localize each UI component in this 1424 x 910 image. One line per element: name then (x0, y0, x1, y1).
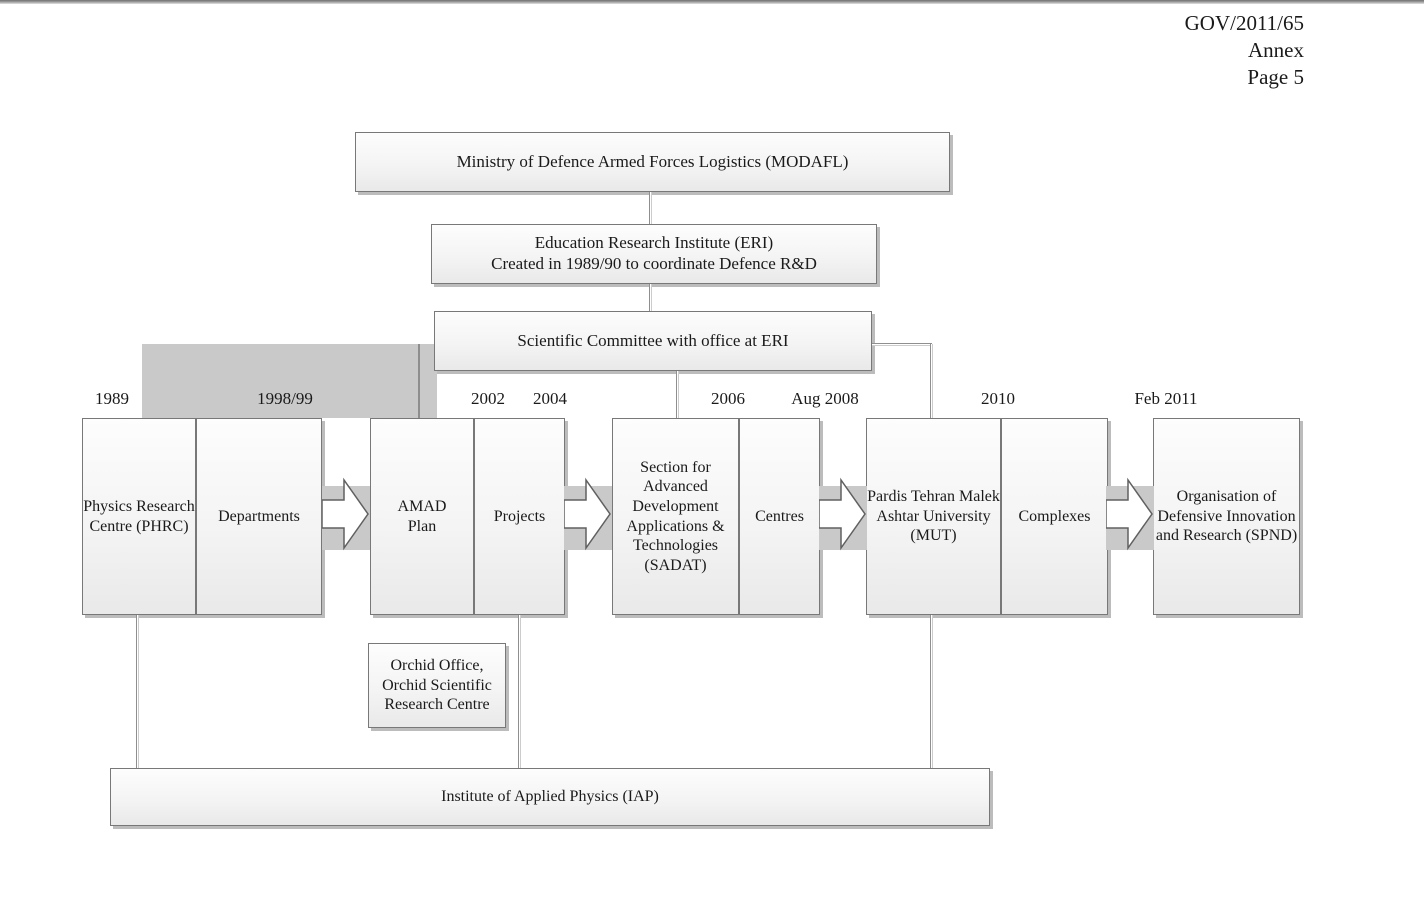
eri-label-line2: Created in 1989/90 to coordinate Defence R&D (491, 254, 817, 273)
complexes-label: Complexes (1018, 507, 1091, 525)
entity-box-centres (739, 418, 820, 615)
flow-arrow-icon (564, 474, 612, 556)
entity-box-projects (474, 418, 565, 615)
entity-box-sadat (612, 418, 739, 615)
flow-arrow-icon (819, 474, 867, 556)
year-label-2004: 2004 (533, 389, 567, 408)
entity-box-phrc (82, 418, 196, 615)
entity-box-mut (866, 418, 1001, 615)
entity-box-spnd (1153, 418, 1300, 615)
year-label-feb-2011: Feb 2011 (1134, 389, 1198, 408)
phrc-label: Physics Research Centre (PHRC) (83, 497, 195, 535)
amad-plan-label: AMAD Plan (397, 497, 447, 535)
highlight-divider-line (418, 344, 420, 418)
entity-box-amad-plan (370, 418, 474, 615)
year-label-2010: 2010 (981, 389, 1015, 408)
connector-eri-committee (649, 284, 652, 311)
mut-label: Pardis Tehran Malek Ashtar University (MUT) (867, 488, 1000, 545)
entity-box-complexes (1001, 418, 1108, 615)
flow-arrow-icon (322, 474, 370, 556)
doc-reference: GOV/2011/65 (1184, 11, 1304, 35)
doc-page-number: Page 5 (1247, 65, 1304, 89)
scientific-committee-label: Scientific Committee with office at ERI (517, 330, 789, 350)
year-label-1989: 1989 (95, 389, 129, 408)
orchid-label: Orchid Office, Orchid Scientific Research Centre (382, 657, 492, 714)
connector-committee-mut (930, 344, 933, 418)
centres-label: Centres (755, 507, 804, 525)
eri-label-line1: Education Research Institute (ERI) (534, 233, 774, 253)
departments-label: Departments (218, 507, 300, 525)
orchid-box (368, 643, 506, 728)
connector-projects-iap (518, 615, 521, 768)
year-label-1998-99: 1998/99 (257, 389, 313, 408)
connector-modafl-eri (649, 192, 652, 224)
doc-annex-label: Annex (1248, 38, 1304, 62)
scientific-committee-box (434, 311, 872, 371)
connector-phrc-iap (136, 615, 139, 768)
eri-box (431, 224, 877, 284)
connector-mut-iap (930, 615, 933, 768)
connector-committee-right (872, 343, 932, 346)
entity-box-departments (196, 418, 322, 615)
year-label-2006: 2006 (711, 389, 745, 408)
year-label-2002: 2002 (471, 389, 505, 408)
sadat-label: Section for Advanced Development Applications & Technologies (SADAT) (626, 458, 725, 574)
modafl-label: Ministry of Defence Armed Forces Logistics (MODAFL) (456, 151, 849, 171)
flow-arrow-icon (1106, 474, 1154, 556)
connector-committee-sadat (676, 371, 679, 418)
iap-label: Institute of Applied Physics (IAP) (441, 788, 659, 806)
spnd-label: Organisation of Defensive Innovation and Research (SPND) (1155, 488, 1298, 545)
projects-label: Projects (493, 507, 546, 525)
modafl-box (355, 132, 950, 192)
year-label-aug-2008: Aug 2008 (791, 389, 859, 408)
iap-box (110, 768, 990, 826)
